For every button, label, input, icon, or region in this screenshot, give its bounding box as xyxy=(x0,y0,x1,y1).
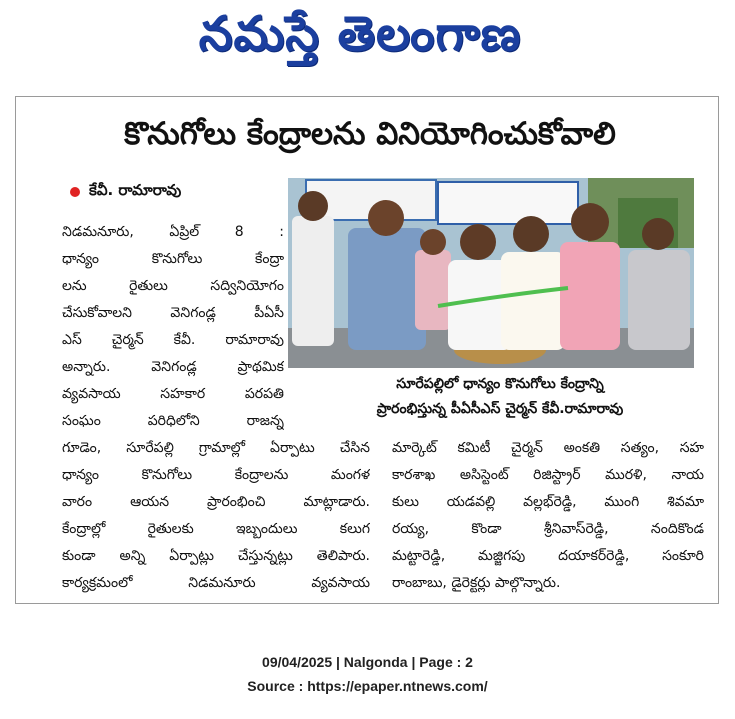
news-photo xyxy=(288,178,694,368)
article-column-left-top xyxy=(62,219,284,435)
news-photo-illustration xyxy=(288,178,694,368)
text-line: మట్టారెడ్డి, మజ్జిగపు దయాకర్‌రెడ్డి, సంకూరి xyxy=(392,548,704,564)
footer-source: Source : https://epaper.ntnews.com/ xyxy=(247,678,488,694)
text-line: కుండా అన్ని ఏర్పాట్లు చేస్తున్నట్లు తెలిపారు. xyxy=(62,548,370,564)
text-line: ధాన్యం కొనుగోలు కేంద్రాలను మంగళ xyxy=(62,467,370,483)
text-line: సంఘం పరిధిలోని రాజన్న xyxy=(62,413,284,429)
text-line: చేసుకోవాలని వెనిగండ్ల పీఏసీ xyxy=(62,305,284,321)
caption-line: సూరేపల్లిలో ధాన్యం కొనుగోలు కేంద్రాన్ని xyxy=(396,376,604,392)
text-line: ధాన్యం కొనుగోలు కేంద్రా xyxy=(62,251,284,267)
caption-line: ప్రారంభిస్తున్న పీఏసీఎస్ చైర్మన్ కేవీ.రామారావు xyxy=(376,401,624,417)
footer-meta: 09/04/2025 | Nalgonda | Page : 2 xyxy=(262,654,473,670)
text-line: కేంద్రాల్లో రైతులకు ఇబ్బందులు కలుగ xyxy=(62,521,370,537)
page-footer xyxy=(0,650,735,698)
text-line: లను రైతులు సద్వినియోగం xyxy=(62,278,284,294)
bullet-icon xyxy=(70,187,80,197)
text-line: గూడెం, సూరేపల్లి గ్రామాల్లో ఏర్పాటు చేసిన xyxy=(62,440,370,456)
text-line: వ్యవసాయ సహకార పరపతి xyxy=(62,386,284,402)
text-line: నిడమనూరు, ఏప్రిల్ 8 : xyxy=(62,224,284,240)
photo-caption xyxy=(300,372,700,422)
text-line: రయ్య, కొండా శ్రీనివాస్‌రెడ్డి, నందికొండ xyxy=(392,521,704,537)
article-byline xyxy=(70,180,181,204)
newspaper-masthead: నమస్తే తెలంగాణ xyxy=(198,6,522,62)
text-line: కారశాఖ అసిస్టెంట్ రిజిస్ట్రార్ మురళి, నాయ xyxy=(392,467,704,483)
text-line: వారం ఆయన ప్రారంభించి మాట్లాడారు. xyxy=(62,494,370,510)
text-line: రాంబాబు, డైరెక్టర్లు పాల్గొన్నారు. xyxy=(392,575,561,591)
article-column-left-bottom xyxy=(62,435,370,597)
text-line: అన్నారు. వెనిగండ్ల ప్రాథమిక xyxy=(62,359,284,375)
text-line: కులు యడవల్లి వల్లభ్‌రెడ్డి, ముంగి శివమా xyxy=(392,494,704,510)
text-line: కార్యక్రమంలో నిడమనూరు వ్యవసాయ xyxy=(62,575,370,591)
text-line: ఎస్ చైర్మన్ కేవీ. రామారావు xyxy=(62,332,284,348)
article-headline: కొనుగోలు కేంద్రాలను వినియోగించుకోవాలి xyxy=(124,115,616,152)
article-column-right xyxy=(392,435,704,597)
byline-name: కేవీ. రామారావు xyxy=(89,181,182,199)
text-line: మార్కెట్ కమిటీ చైర్మన్ అంకతి సత్యం, సహ xyxy=(392,440,704,456)
